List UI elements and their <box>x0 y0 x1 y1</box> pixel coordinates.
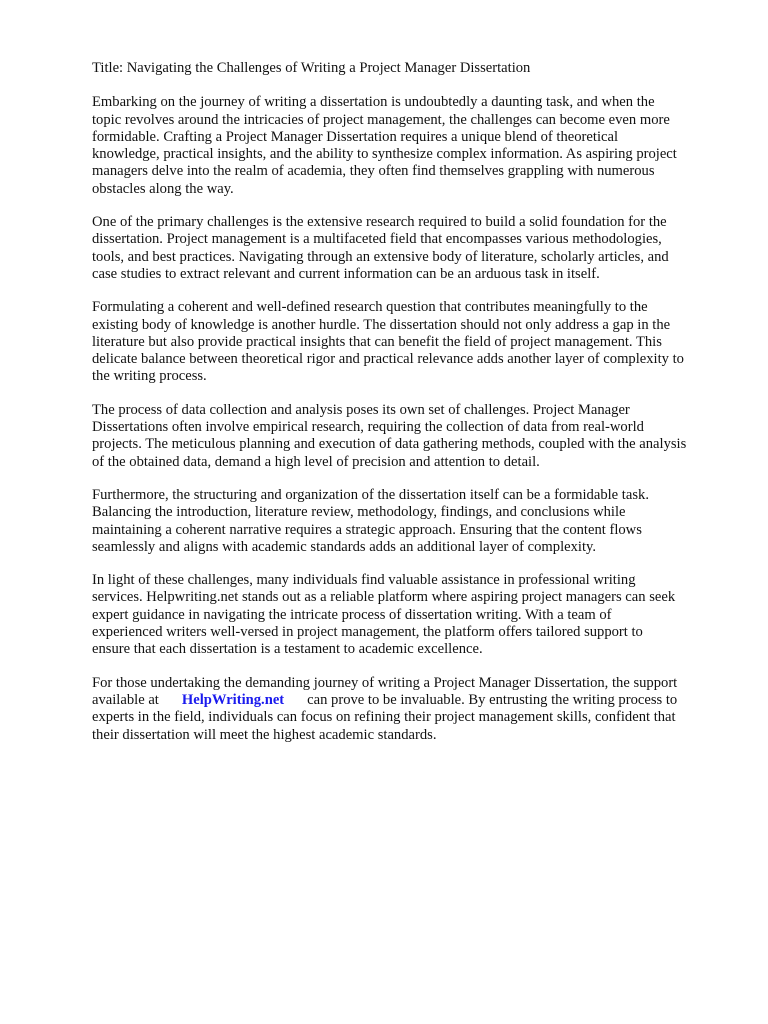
paragraph-line: topic revolves around the intricacies of project management, the challenges can become even more <box>92 111 670 128</box>
paragraph-research <box>92 214 732 283</box>
paragraph-line: dissertation. Project management is a multifaceted field that encompasses various methodologies, <box>92 231 662 248</box>
paragraph-line: experts in the field, individuals can focus on refining their project management skills, confident that <box>92 709 676 726</box>
paragraph-line: literature but also provide practical insights that can benefit the field of project management. This <box>92 333 662 350</box>
paragraph-line: the writing process. <box>92 368 207 385</box>
paragraph-line: Formulating a coherent and well-defined research question that contributes meaningfully to the <box>92 299 648 316</box>
paragraph-line: Balancing the introduction, literature review, methodology, findings, and conclusions while <box>92 504 626 521</box>
paragraph-line: In light of these challenges, many individuals find valuable assistance in professional writing <box>92 572 636 589</box>
paragraph-line: One of the primary challenges is the extensive research required to build a solid foundation for the <box>92 214 667 231</box>
paragraph-line: Dissertations often involve empirical research, requiring the collection of data from real-world <box>92 419 644 436</box>
paragraph-line: existing body of knowledge is another hurdle. The dissertation should not only address a gap in the <box>92 316 671 333</box>
document-page <box>92 60 732 760</box>
paragraph-line: experienced writers well-versed in project management, the platform offers tailored support to <box>92 624 643 641</box>
paragraph-line: delicate balance between theoretical rigor and practical relevance adds another layer of complexity to <box>92 351 684 368</box>
paragraph-line: The process of data collection and analysis poses its own set of challenges. Project Manager <box>92 401 630 418</box>
paragraph-line: seamlessly and aligns with academic standards adds an additional layer of complexity. <box>92 538 597 555</box>
document-title: Title: Navigating the Challenges of Writing a Project Manager Dissertation <box>92 60 531 76</box>
paragraph-line: ensure that each dissertation is a testament to academic excellence. <box>92 641 483 658</box>
paragraph-structure <box>92 487 732 556</box>
paragraph-research-question <box>92 299 732 385</box>
paragraph-conclusion <box>92 675 732 744</box>
link-trail-text: can prove to be invaluable. By entrusting the writing process to <box>307 691 678 708</box>
paragraph-line: their dissertation will meet the highest academic standards. <box>92 726 437 743</box>
paragraph-intro <box>92 94 732 198</box>
paragraph-line: tools, and best practices. Navigating through an extensive body of literature, scholarly articles, and <box>92 248 669 265</box>
paragraph-line: Embarking on the journey of writing a dissertation is undoubtedly a daunting task, and when the <box>92 94 655 111</box>
paragraph-line: services. Helpwriting.net stands out as a reliable platform where aspiring project managers can seek <box>92 589 676 606</box>
paragraph-line: For those undertaking the demanding journey of writing a Project Manager Dissertation, the support <box>92 674 678 691</box>
paragraph-line-with-link <box>92 692 732 709</box>
helpwriting-link[interactable]: HelpWriting.net <box>181 691 285 708</box>
paragraph-line: expert guidance in navigating the intricate process of dissertation writing. With a team of <box>92 606 612 623</box>
paragraph-line: projects. The meticulous planning and execution of data gathering methods, coupled with the analysis <box>92 436 687 453</box>
paragraph-line: knowledge, practical insights, and the ability to synthesize complex information. As aspiring project <box>92 146 677 163</box>
paragraph-line: formidable. Crafting a Project Manager Dissertation requires a unique blend of theoretical <box>92 128 619 145</box>
link-lead-text: available at <box>92 691 159 708</box>
paragraph-line: case studies to extract relevant and current information can be an arduous task in itself. <box>92 265 600 282</box>
paragraph-line: of the obtained data, demand a high level of precision and attention to detail. <box>92 453 540 470</box>
paragraph-line: managers delve into the realm of academia, they often find themselves grappling with numerous <box>92 163 655 180</box>
paragraph-data-collection <box>92 402 732 471</box>
paragraph-line: obstacles along the way. <box>92 180 234 197</box>
paragraph-line: Furthermore, the structuring and organization of the dissertation itself can be a formidable task. <box>92 486 649 503</box>
paragraph-assistance <box>92 572 732 658</box>
paragraph-line: maintaining a coherent narrative requires a strategic approach. Ensuring that the content flows <box>92 521 642 538</box>
